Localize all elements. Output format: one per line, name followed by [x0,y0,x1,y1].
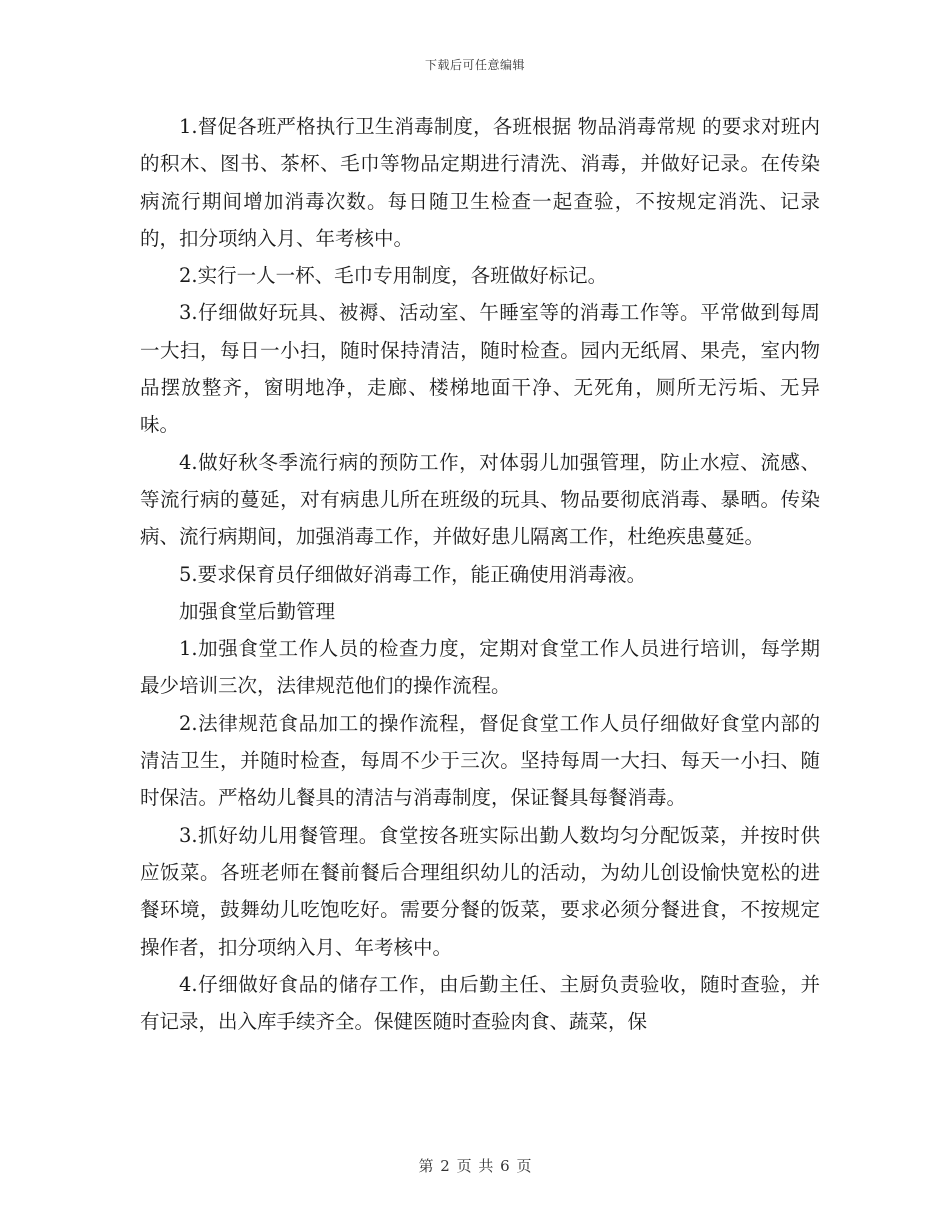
paragraph-canteen-1: 1.加强食堂工作人员的检查力度，定期对食堂工作人员进行培训，每学期最少培训三次，法律规范他们的操作流程。 [140,637,820,698]
paragraph-disinfection-5: 5.要求保育员仔细做好消毒工作，能正确使用消毒液。 [179,562,647,586]
page-footer: 第 2 页 共 6 页 [418,1157,532,1175]
page-header: 下载后可任意编辑 [424,58,525,72]
paragraph-disinfection-2: 2.实行一人一杯、毛巾专用制度，各班做好标记。 [179,264,608,288]
paragraph-canteen-2: 2.法律规范食品加工的操作流程，督促食堂工作人员仔细做好食堂内部的清洁卫生，并随时检查，每周不少于三次。坚持每周一大扫、每天一小扫、随时保洁。严格幼儿餐具的清洁与消毒制度，保证餐具每餐消毒。 [140,711,820,810]
section-heading-canteen: 加强食堂后勤管理 [179,599,336,623]
paragraph-canteen-3: 3.抓好幼儿用餐管理。食堂按各班实际出勤人数均匀分配饭菜，并按时供应饭菜。各班老师在餐前餐后合理组织幼儿的活动，为幼儿创设愉快宽松的进餐环境，鼓舞幼儿吃饱吃好。需要分餐的饭菜，要求必须分餐进食，不按规定操作者，扣分项纳入月、年考核中。 [140,823,820,959]
paragraph-canteen-4: 4.仔细做好食品的储存工作，由后勤主任、主厨负责验收，随时查验，并有记录，出入库手续齐全。保健医随时查验肉食、蔬菜，保 [140,972,820,1034]
document-body [140,108,820,1040]
paragraph-disinfection-4: 4.做好秋冬季流行病的预防工作，对体弱儿加强管理，防止水痘、流感、等流行病的蔓延，对有病患儿所在班级的玩具、物品要彻底消毒、暴晒。传染病、流行病期间，加强消毒工作，并做好患儿隔离工作，杜绝疾患蔓延。 [140,450,820,549]
paragraph-disinfection-3: 3.仔细做好玩具、被褥、活动室、午睡室等的消毒工作等。平常做到每周一大扫，每日一小扫，随时保持清洁，随时检查。园内无纸屑、果壳，室内物品摆放整齐，窗明地净，走廊、楼梯地面干净、无死角，厕所无污垢、无异味。 [140,301,820,437]
paragraph-disinfection-1: 1.督促各班严格执行卫生消毒制度，各班根据 物品消毒常规 的要求对班内的积木、图书、茶杯、毛巾等物品定期进行清洗、消毒，并做好记录。在传染病流行期间增加消毒次数。每日随卫生检查一起查验，不按规定消洗、记录的，扣分项纳入月、年考核中。 [140,115,820,250]
